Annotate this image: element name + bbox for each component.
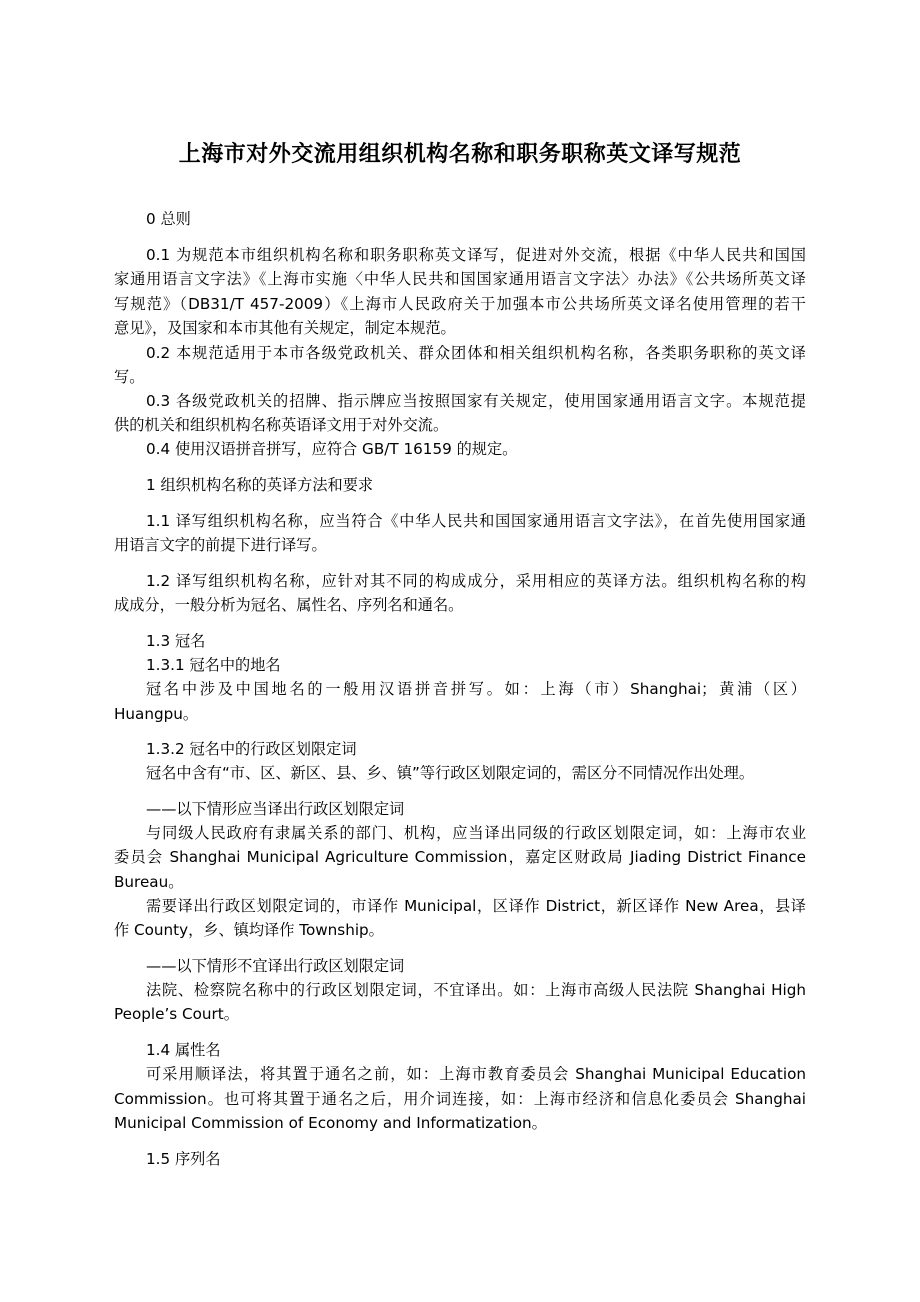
section-heading: ——以下情形应当译出行政区划限定词: [146, 800, 405, 818]
paragraph-line: 可采用顺译法，将其置于通名之前，如：上海市教育委员会 Shanghai Municipal Education: [146, 1065, 806, 1083]
paragraph-line: 意见》，及国家和本市其他有关规定，制定本规范。: [114, 319, 456, 337]
section-heading: 1.3.1 冠名中的地名: [146, 656, 281, 674]
section-heading: 1 组织机构名称的英译方法和要求: [146, 476, 374, 494]
paragraph-line: Municipal Commission of Economy and Informatization。: [114, 1114, 547, 1132]
paragraph-line: 作 County，乡、镇均译作 Township。: [114, 921, 384, 939]
section-heading: 1.5 序列名: [146, 1150, 221, 1168]
paragraph-line: 需要译出行政区划限定词的，市译作 Municipal，区译作 District，新区译作 New Area，县译: [146, 897, 806, 915]
paragraph-line: 1.1 译写组织机构名称，应当符合《中华人民共和国国家通用语言文字法》，在首先使用国家通: [146, 512, 806, 530]
paragraph-line: 成成分，一般分析为冠名、属性名、序列名和通名。: [114, 596, 464, 614]
paragraph-line: 0.4 使用汉语拼音拼写，应符合 GB/T 16159 的规定。: [146, 440, 518, 458]
paragraph-line: 0.3 各级党政机关的招牌、指示牌应当按照国家有关规定，使用国家通用语言文字。本规范提: [146, 392, 806, 410]
paragraph-line: 0.1 为规范本市组织机构名称和职务职称英文译写，促进对外交流，根据《中华人民共和国国: [146, 246, 806, 264]
section-heading: 1.3.2 冠名中的行政区划限定词: [146, 740, 357, 758]
paragraph-line: 0.2 本规范适用于本市各级党政机关、群众团体和相关组织机构名称，各类职务职称的英文译: [146, 344, 806, 362]
paragraph-line: 1.2 译写组织机构名称，应针对其不同的构成成分，采用相应的英译方法。组织机构名称的构: [146, 572, 806, 590]
paragraph-line: 委员会 Shanghai Municipal Agriculture Commission，嘉定区财政局 Jiading District Finance: [114, 848, 806, 866]
document-title: 上海市对外交流用组织机构名称和职务职称英文译写规范: [178, 142, 742, 167]
paragraph-line: Bureau。: [114, 873, 184, 891]
paragraph-line: People’s Court。: [114, 1005, 239, 1023]
paragraph-line: 写规范》（DB31/T 457-2009）《上海市人民政府关于加强本市公共场所英文译名使用管理的若干: [114, 295, 806, 313]
section-heading: 0 总则: [146, 210, 191, 228]
section-heading: 1.4 属性名: [146, 1041, 221, 1059]
paragraph-line: 供的机关和组织机构名称英语译文用于对外交流。: [114, 416, 449, 434]
section-heading: ——以下情形不宜译出行政区划限定词: [146, 957, 405, 975]
paragraph-line: 用语言文字的前提下进行译写。: [114, 536, 327, 554]
paragraph-line: Commission。也可将其置于通名之后，用介词连接，如：上海市经济和信息化委员会 Shanghai: [114, 1090, 806, 1108]
paragraph-line: 家通用语言文字法》《上海市实施〈中华人民共和国国家通用语言文字法〉办法》《公共场所英文译: [114, 270, 806, 288]
paragraph-line: 与同级人民政府有隶属关系的部门、机构，应当译出同级的行政区划限定词，如：上海市农业: [146, 824, 806, 842]
paragraph-line: 法院、检察院名称中的行政区划限定词，不宜译出。如：上海市高级人民法院 Shanghai High: [146, 981, 806, 999]
paragraph-line: Huangpu。: [114, 705, 199, 723]
paragraph-line: 冠名中涉及中国地名的一般用汉语拼音拼写。如：上海（市）Shanghai；黄浦（区）: [146, 680, 806, 698]
section-heading: 1.3 冠名: [146, 632, 206, 650]
paragraph-line: 写。: [114, 368, 145, 386]
paragraph-line: 冠名中含有“市、区、新区、县、乡、镇”等行政区划限定词的，需区分不同情况作出处理。: [146, 764, 755, 782]
